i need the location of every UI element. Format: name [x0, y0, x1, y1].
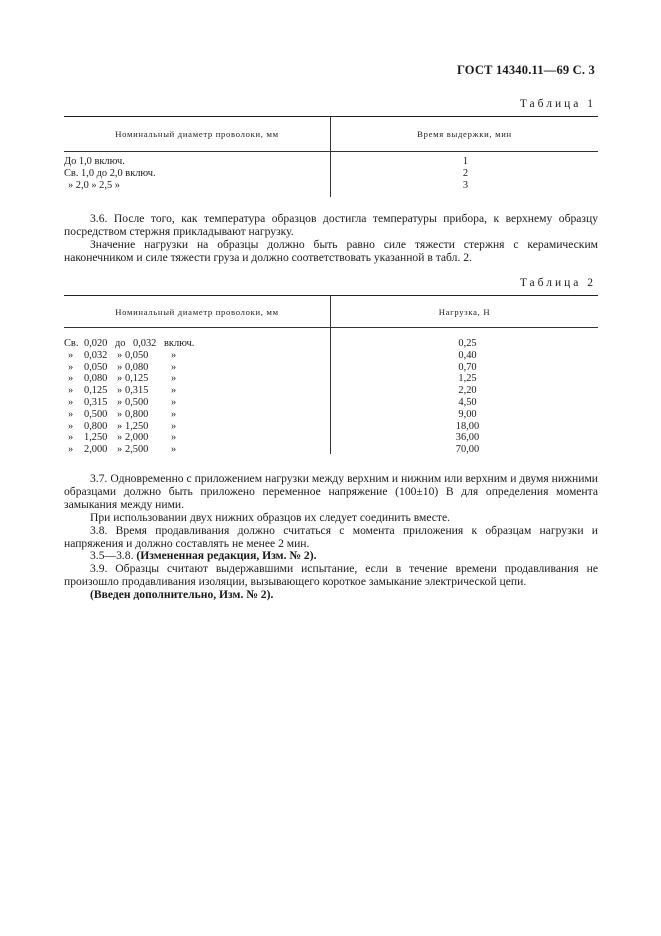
table2: [64, 295, 598, 454]
ditto: »: [117, 396, 123, 408]
table2-col1-header: Номинальный диаметр проволоки, мм: [64, 296, 331, 327]
table-row: [64, 385, 330, 397]
table1: [64, 116, 598, 197]
paragraph: При использовании двух нижних образцов их следует соединить вместе.: [90, 510, 451, 524]
table1-row-value: 2: [462, 167, 469, 179]
ditto: »: [171, 432, 177, 444]
table2-value: 18,00: [455, 420, 480, 432]
table-row: [64, 373, 330, 385]
ditto: »: [68, 396, 74, 408]
table2-header-row: [64, 296, 598, 328]
paragraph: 3.8. Время продавливания должно считаться с момента приложения к образцам нагрузки и напряжения и должно составлять не менее 2 мин.: [64, 523, 598, 550]
row-from: 0,315: [84, 396, 108, 408]
ditto: »: [68, 349, 74, 361]
row-from: 0,500: [84, 408, 108, 420]
ditto: »: [171, 420, 177, 432]
amendment-bold: (Измененная редакция, Изм. № 2).: [136, 549, 317, 563]
ditto: »: [117, 420, 123, 432]
table2-value: 0,70: [458, 361, 477, 373]
table1-body: [64, 152, 598, 197]
row-prefix: Св.: [64, 338, 79, 349]
table-row: [64, 432, 330, 444]
paragraph: 3.9. Образцы считают выдержавшими испытание, если в течение времени продавливания не произошло продавливания изоляции, вызывающего короткое замыкание электрической цепи.: [64, 562, 598, 589]
ditto: »: [117, 373, 123, 385]
row-to-word: до: [115, 338, 126, 349]
table-row: [64, 338, 330, 350]
row-to: 0,125: [125, 373, 149, 385]
table1-col2-header: Время выдержки, мин: [417, 129, 512, 139]
table2-body: [64, 328, 598, 454]
ditto: »: [117, 361, 123, 373]
row-to: 0,050: [125, 349, 149, 361]
table2-value: 0,40: [458, 349, 477, 361]
row-from: 1,250: [84, 432, 108, 444]
row-to: 0,500: [125, 396, 149, 408]
table2-col2-header: Нагрузка, Н: [438, 306, 491, 317]
ditto: »: [117, 349, 123, 361]
row-from: 0,125: [84, 385, 108, 397]
table2-value: 2,20: [458, 385, 477, 397]
table-row: [64, 397, 330, 409]
ditto: »: [117, 385, 123, 397]
ditto: »: [68, 420, 74, 432]
ditto: »: [117, 432, 123, 444]
table1-row-value: 1: [462, 156, 469, 167]
ditto: »: [171, 408, 177, 420]
table-row: [64, 362, 330, 374]
ditto: »: [68, 408, 74, 420]
table2-value: 70,00: [455, 444, 480, 456]
ditto: »: [68, 385, 74, 397]
ditto: »: [171, 349, 177, 361]
table1-row-value: 3: [462, 179, 469, 191]
ditto: »: [68, 361, 74, 373]
table1-row-diameter: » 2,0 » 2,5 »: [68, 179, 120, 191]
table2-value: 36,00: [455, 432, 480, 444]
paragraph: 3.6. После того, как температура образцов достигла температуры прибора, к верхнему образцу посредством стержня прикладывают нагрузку.: [64, 212, 598, 238]
row-from: 0,080: [84, 373, 108, 385]
row-to: 0,315: [125, 385, 149, 397]
row-to: 2,000: [125, 432, 149, 444]
page-header: ГОСТ 14340.11—69 С. 3: [456, 63, 595, 77]
table2-value: 4,50: [458, 396, 477, 408]
row-from: 0,800: [84, 420, 108, 432]
table2-value: 1,25: [458, 373, 477, 385]
paragraph: Значение нагрузки на образцы должно быть равно силе тяжести стержня с керамическим наконечником и силе тяжести груза и должно соответствовать указанной в табл. 2.: [64, 237, 598, 264]
table-row: [64, 444, 330, 456]
ditto: »: [68, 444, 74, 456]
ditto: »: [68, 373, 74, 385]
row-suffix: включ.: [164, 338, 195, 349]
table-row: [64, 350, 330, 362]
sections-3-7-to-3-9: [64, 473, 598, 602]
row-to: 0,080: [125, 361, 149, 373]
ditto: »: [171, 385, 177, 397]
row-from: 0,032: [84, 349, 108, 361]
ditto: »: [171, 373, 177, 385]
row-from: 2,000: [84, 444, 108, 456]
amendment-ref: 3.5—3.8.: [90, 549, 134, 563]
table2-value: 9,00: [458, 408, 477, 420]
ditto: »: [171, 396, 177, 408]
ditto: »: [68, 432, 74, 444]
table1-row-diameter: Св. 1,0 до 2,0 включ.: [64, 167, 156, 179]
row-from: 0,050: [84, 361, 108, 373]
ditto: »: [171, 444, 177, 456]
table1-row-diameter: До 1,0 включ.: [64, 156, 125, 167]
row-from: 0,020: [84, 338, 108, 349]
amendment-bold: (Введен дополнительно, Изм. № 2).: [90, 588, 274, 602]
row-to: 0,800: [125, 408, 149, 420]
ditto: »: [117, 444, 123, 456]
row-to: 2,500: [125, 444, 149, 456]
table1-caption: Таблица 1: [519, 98, 596, 110]
amendment-note: [64, 589, 598, 602]
section-3-6: [64, 213, 598, 265]
table2-value: 0,25: [458, 338, 477, 349]
ditto: »: [117, 408, 123, 420]
table1-col1-header: Номинальный диаметр проволоки, мм: [64, 117, 331, 151]
paragraph: 3.7. Одновременно с приложением нагрузки между верхним и нижним или верхним и двумя нижними образцами должно быть приложено переменное напряжение (100±10) В для определения момента замыкания между ними.: [64, 472, 598, 511]
ditto: »: [171, 361, 177, 373]
table-row: [64, 409, 330, 421]
table1-header-row: [64, 117, 598, 152]
row-to: 1,250: [125, 420, 149, 432]
row-to: 0,032: [133, 338, 157, 349]
table-row: [64, 421, 330, 433]
table2-caption: Таблица 2: [519, 277, 596, 289]
